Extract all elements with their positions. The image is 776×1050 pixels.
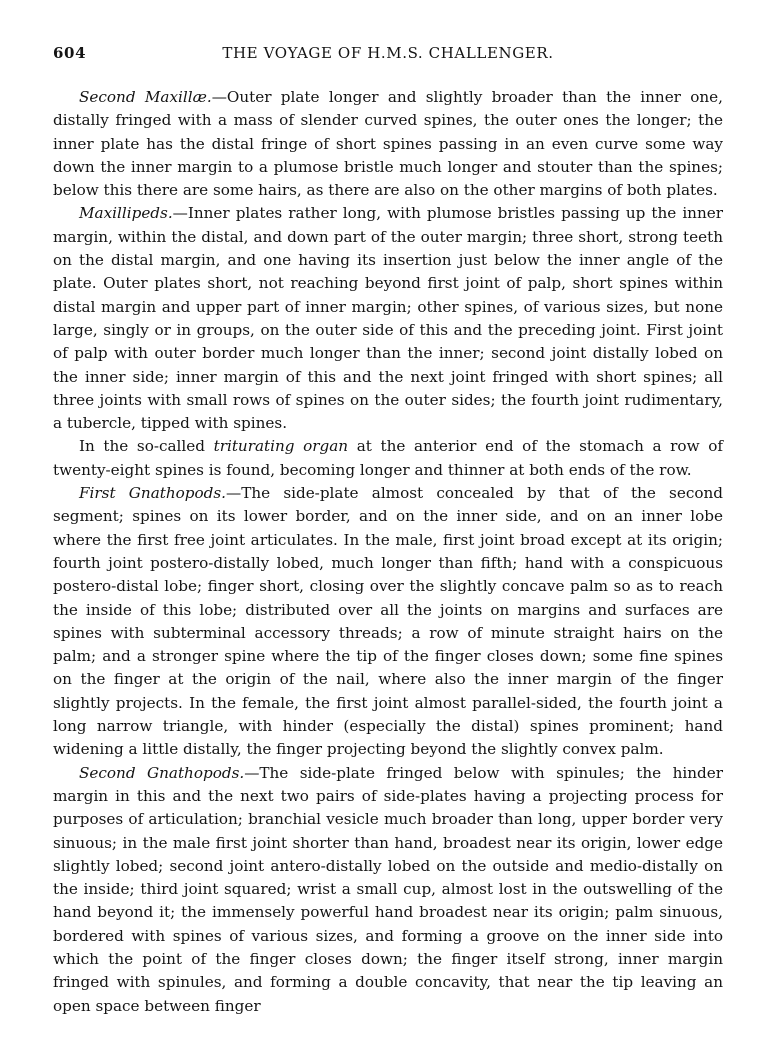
paragraph-text: —The side-plate fringed below with spinules; the hinder margin in this and the next two pairs of side-plates having a projecting process for purposes of articulation; branchial vesicle much broader than long, upper border very sinuous; in the male first joint shorter than hand, broadest near its origin, lower edge slightly lobed; second joint antero-distally lobed on the outside and medio-distally on the inside; third joint squared; wrist a small cup, almost lost in the outswelling of the hand beyond it; the immensely powerful hand broadest near its origin; palm sinuous, bordered with spines of various sizes, and forming a groove on the inner side into which the point of the finger closes down; the finger itself strong, inner margin fringed with spinules, and forming a double concavity, that near the tip leaving an open space between finger (53, 763, 723, 1015)
paragraph-text: —The side-plate almost concealed by that of the second segment; spines on its lower border, and on the inner side, and on an inner lobe where the first free joint articulates. In the male, first joint broad except at its origin; fourth joint postero-distally lobed, much longer than fifth; hand with a conspicuous postero-distal lobe; finger short, closing over the slightly concave palm so as to reach the inside of this lobe; distributed over all the joints on margins and surfaces are spines with subterminal accessory threads; a row of minute straight hairs on the palm; and a stronger spine where the tip of the finger closes down; some fine spines on the finger at the origin of the nail, where also the inner margin of the finger slightly projects. In the female, the first joint almost parallel-sided, the fourth joint a long narrow triangle, with hinder (especially the distal) spines prominent; hand widening a little distally, the finger projecting beyond the slightly convex palm. (53, 484, 723, 759)
paragraph-text: —Inner plates rather long, with plumose bristles passing up the inner margin, within the distal, and down part of the outer margin; three short, strong teeth on the distal margin, and one having its insertion just below the inner angle of the plate. Outer plates short, not reaching beyond first joint of palp, short spines within distal margin and upper part of inner margin; other spines, of various sizes, but none large, singly or in groups, on the outer side of this and the preceding joint. First joint of palp with outer border much longer than the inner; second joint distally lobed on the inner side; inner margin of this and the next joint fringed with short spines; all three joints with small rows of spines on the outer sides; the fourth joint rudimentary, a tubercle, tipped with spines. (53, 204, 723, 433)
paragraph-first-gnathopods (53, 482, 723, 762)
paragraph-maxillipeds (53, 202, 723, 435)
page-header (53, 44, 723, 70)
paragraph-second-maxillae (53, 86, 723, 202)
paragraph-text: at the anterior end of the stomach a row of twenty-eight spines is found, becoming longer and thinner at both ends of the row. (53, 437, 723, 479)
section-heading: Second Maxillæ. (79, 88, 212, 106)
section-heading: Second Gnathopods. (79, 763, 245, 782)
section-heading: First Gnathopods. (79, 484, 226, 503)
paragraph-text: —Outer plate longer and slightly broader than the inner one, distally fringed with a mass of slender curved spines, the outer ones the longer; the inner plate has the distal fringe of short spines passing in an even curve some way down the inner margin to a plumose bristle much longer and stouter than the spines; below this there are some hairs, as there are also on the other margins of both plates. (53, 88, 723, 200)
section-heading: Maxillipeds. (79, 204, 173, 223)
body-text (53, 86, 723, 1018)
paragraph-second-gnathopods (53, 762, 723, 1018)
paragraph-text: In the so-called (79, 437, 214, 456)
italic-term: triturating organ (213, 437, 349, 456)
running-title: THE VOYAGE OF H.M.S. CHALLENGER. (222, 44, 554, 62)
page-number: 604 (53, 44, 87, 62)
paragraph-triturating-organ (53, 435, 723, 482)
